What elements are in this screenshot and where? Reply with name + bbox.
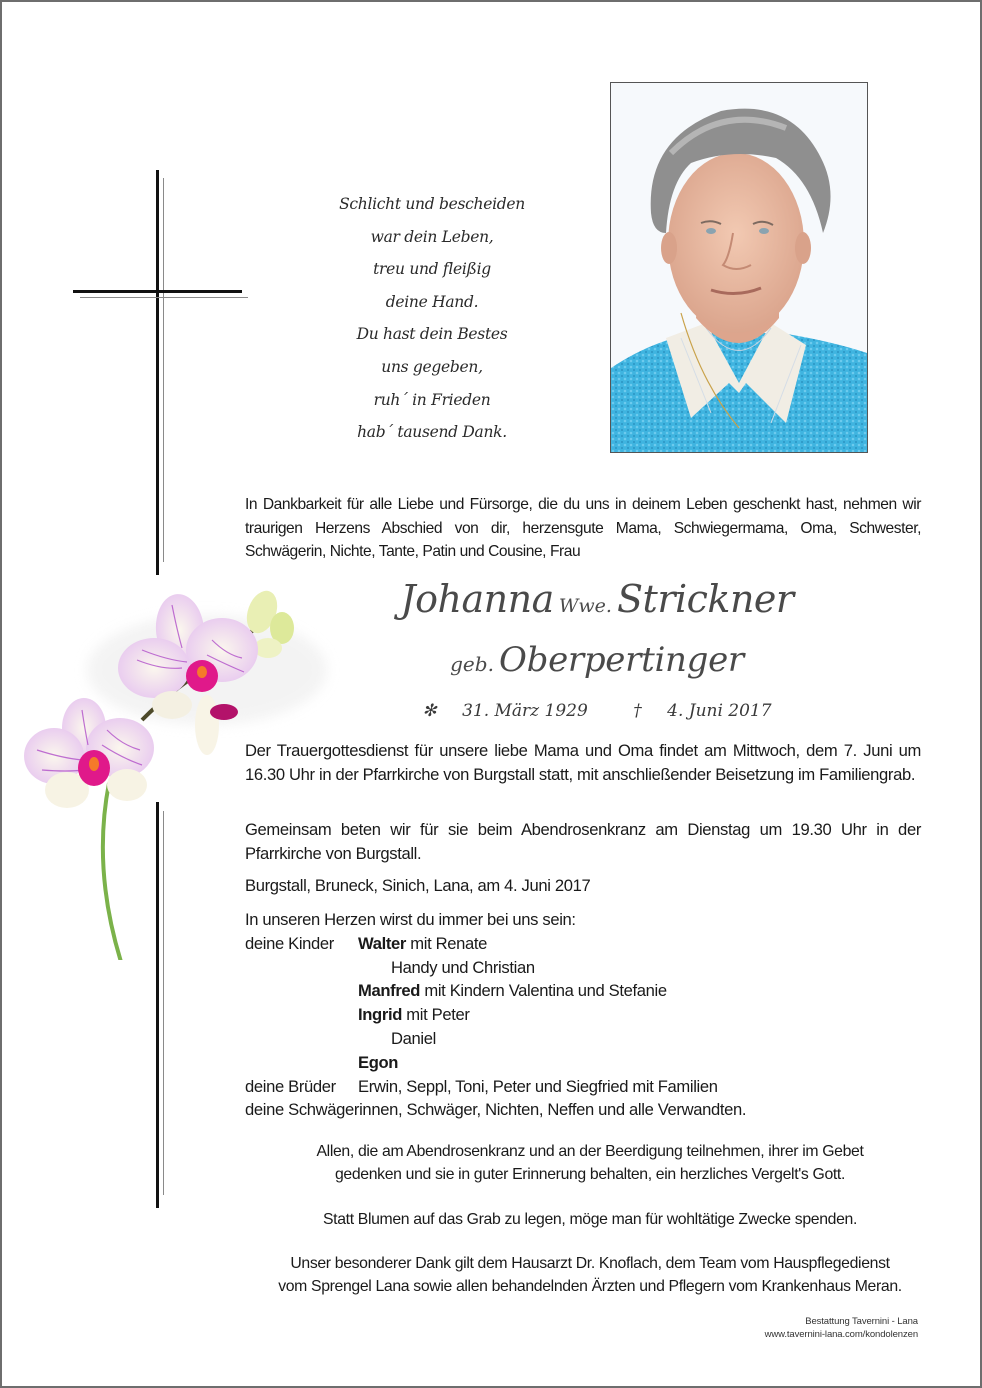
birth-name-line	[252, 640, 942, 680]
intro-paragraph: In Dankbarkeit für alle Liebe und Fürsorge, die du uns in deinem Leben geschenkt hast, nehmen wir traurigen Herzens Abschied von dir, herzensgute Mama, Schwiegermama, Oma, Schwester, Schwägerin, Nichte, Tante, Patin und Cousine, Frau	[245, 496, 921, 560]
grandchildren: Daniel	[391, 1028, 436, 1048]
orchid-flower-lower	[24, 698, 154, 808]
widow-title: Wwe.	[558, 595, 612, 617]
poem-line: Du hast dein Bestes	[356, 325, 508, 344]
family-heading: In unseren Herzen wirst du immer bei uns sein:	[245, 910, 576, 929]
birth-date: 31. März 1929	[462, 701, 588, 721]
family-row-walter	[245, 932, 921, 956]
family-row-manfred	[245, 979, 921, 1003]
child-name: Manfred	[358, 981, 421, 1001]
child-name: Egon	[358, 1052, 399, 1072]
cross-horizontal	[73, 290, 242, 293]
thanks-line: gedenken und sie in guter Erinnerung behalten, ein herzliches Vergelt's Gott.	[335, 1166, 845, 1183]
special-thanks-paragraph	[245, 1252, 935, 1298]
family-row-grandchildren	[245, 956, 921, 980]
special-thanks-line: Unser besonderer Dank gilt dem Hausarzt Dr. Knoflach, dem Team vom Hauspflegedienst	[290, 1255, 890, 1272]
poem-line: uns gegeben,	[381, 357, 483, 376]
family-row-brothers	[245, 1075, 921, 1099]
condolence-link[interactable]: www.tavernini-lana.com/kondolenzen	[764, 1329, 918, 1340]
special-thanks-line: vom Sprengel Lana sowie allen behandelnden Ärzten und Pflegern vom Krankenhaus Meran.	[278, 1278, 902, 1295]
child-entry	[358, 932, 487, 956]
death-date-group	[623, 701, 781, 721]
donation-note: Statt Blumen auf das Grab zu legen, möge man für wohltätige Zwecke spenden.	[323, 1211, 857, 1228]
poem-line: war dein Leben,	[370, 227, 494, 246]
children-label: deine Kinder	[245, 933, 334, 953]
memorial-poem	[302, 188, 562, 449]
family-list	[245, 908, 921, 1122]
birth-date-group	[412, 701, 597, 721]
child-detail: mit Peter	[406, 1005, 470, 1025]
child-name: Walter	[358, 933, 406, 953]
birth-star-icon: ✻	[422, 701, 437, 721]
poem-line: hab´ tausend Dank.	[357, 423, 507, 442]
poem-line: Schlicht und bescheiden	[339, 195, 525, 213]
brothers-label: deine Brüder	[245, 1076, 336, 1096]
family-row-relatives: deine Schwägerinnen, Schwäger, Nichten, Neffen und alle Verwandten.	[245, 1100, 747, 1120]
cross-vertical-upper-shadow	[163, 178, 164, 562]
portrait-photo	[610, 82, 868, 453]
born-prefix: geb.	[450, 652, 494, 676]
last-name: Strickner	[617, 577, 794, 621]
first-name: Johanna	[400, 577, 554, 621]
cross-horizontal-shadow	[80, 297, 248, 298]
thanks-paragraph	[245, 1140, 935, 1186]
rosary-paragraph: Gemeinsam beten wir für sie beim Abendrosenkranz am Dienstag um 19.30 Uhr in der Pfarrkirche von Burgstall.	[245, 820, 921, 863]
poem-line: ruh´ in Frieden	[373, 390, 491, 409]
death-cross-icon: †	[633, 701, 642, 721]
portrait-illustration	[611, 83, 867, 452]
death-date: 4. Juni 2017	[667, 701, 772, 721]
family-row-ingrid	[245, 1003, 921, 1027]
brothers-list: Erwin, Seppl, Toni, Peter und Siegfried mit Familien	[358, 1076, 718, 1096]
child-entry	[358, 1051, 398, 1075]
life-dates	[252, 701, 942, 721]
family-row-grandchild	[245, 1027, 921, 1051]
child-detail: mit Renate	[410, 933, 488, 953]
funeral-service-paragraph: Der Trauergottesdienst für unsere liebe Mama und Oma findet am Mittwoch, dem 7. Juni um 16.30 Uhr in der Pfarrkirche von Burgstall statt, mit anschließender Beisetzung im Familiengrab.	[245, 741, 921, 784]
orchid-stem	[103, 783, 122, 960]
poem-line: treu und fleißig	[373, 260, 491, 279]
birth-name: Oberpertinger	[499, 640, 744, 680]
place-and-date: Burgstall, Bruneck, Sinich, Lana, am 4. Juni 2017	[245, 876, 591, 895]
deceased-name	[252, 577, 942, 621]
cross-vertical-upper	[156, 170, 159, 575]
child-entry	[358, 1003, 470, 1027]
undertaker-footer	[765, 1315, 918, 1341]
child-entry	[358, 979, 667, 1003]
child-name: Ingrid	[358, 1005, 402, 1025]
grandchildren: Handy und Christian	[391, 957, 535, 977]
child-detail: mit Kindern Valentina und Stefanie	[424, 981, 667, 1001]
thanks-line: Allen, die am Abendrosenkranz und an der Beerdigung teilnehmen, ihrer im Gebet	[316, 1143, 864, 1160]
family-row-egon	[245, 1051, 921, 1075]
undertaker-name: Bestattung Tavernini - Lana	[805, 1316, 918, 1327]
poem-line: deine Hand.	[385, 292, 479, 311]
